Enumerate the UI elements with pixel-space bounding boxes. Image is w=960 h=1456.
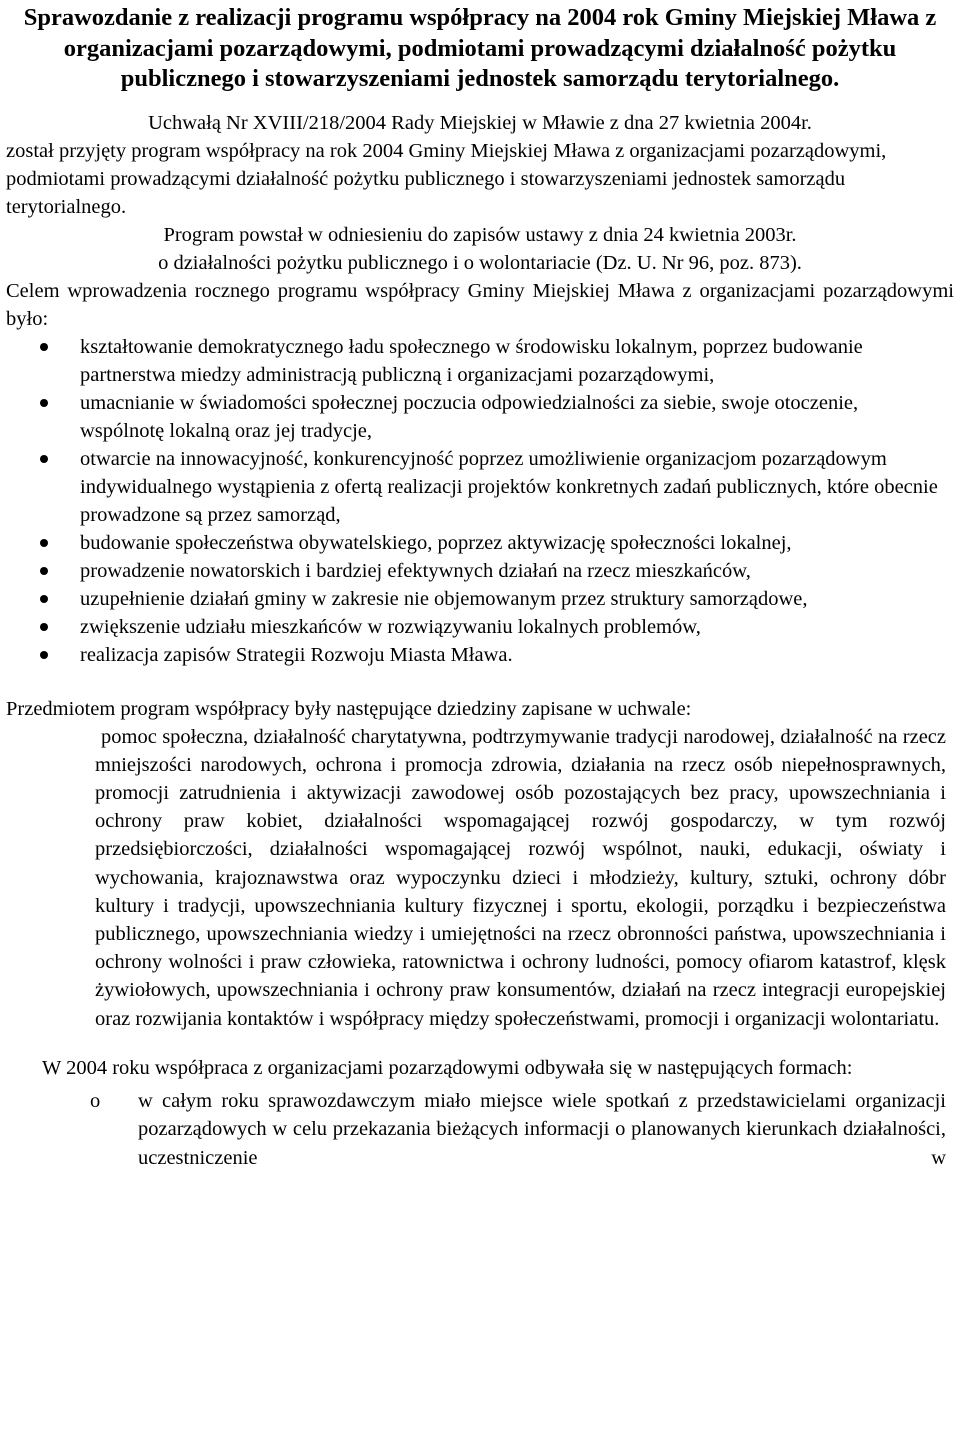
bullet-icon <box>40 343 48 351</box>
program-basis-line-1: Program powstał w odniesieniu do zapisów ustawy z dnia 24 kwietnia 2003r. <box>163 223 797 246</box>
document-title: Sprawozdanie z realizacji programu współpracy na 2004 rok Gminy Miejskiej Mława z organizacjami pozarządowymi, podmiotami prowadzącymi działalność pożytku publicznego i stowarzyszeniami jednostek samorządu terytorialnego. <box>23 4 937 92</box>
bullet-icon <box>40 567 48 575</box>
bullet-icon <box>40 595 48 603</box>
list-item <box>80 557 960 585</box>
list-item <box>80 389 960 445</box>
list-item <box>80 585 960 613</box>
goal-text: uzupełnienie działań gminy w zakresie nie objemowanym przez struktury samorządowe, <box>80 587 808 610</box>
list-item <box>90 1087 946 1173</box>
goals-intro: Celem wprowadzenia rocznego programu współpracy Gminy Miejskiej Mława z organizacjami pozarządowymi było: <box>6 279 954 330</box>
goal-text: prowadzenie nowatorskich i bardziej efektywnych działań na rzecz mieszkańców, <box>80 559 751 582</box>
fields-intro: Przedmiotem program współpracy były następujące dziedziny zapisane w uchwale: <box>6 697 692 720</box>
forms-list <box>0 1087 960 1173</box>
bullet-icon <box>40 399 48 407</box>
intro-paragraph: został przyjęty program współpracy na rok 2004 Gminy Miejskiej Mława z organizacjami pozarządowymi, podmiotami prowadzącymi działalność pożytku publicznego i stowarzyszeniami jednostek samorządu terytorialnego. <box>6 139 887 218</box>
fields-text: pomoc społeczna, działalność charytatywna, podtrzymywanie tradycji narodowej, działalność na rzecz mniejszości narodowych, ochrona i promocja zdrowia, działania na rzecz osób niepełnosprawnych, promocji zatrudnienia i aktywizacji zawodowej osób pozostających bez pracy, upowszechniania i ochrony praw kobiet, działalności wspomagającej rozwój gospodarczy, w tym rozwój przedsiębiorczości, działalności wspomagającej rozwój wspólnot, nauki, edukacji, oświaty i wychowania, krajoznawstwa oraz wypoczynku dzieci i młodzieży, kultury, sztuki, ochrony dóbr kultury i tradycji, upowszechniania kultury fizycznej i sportu, ekologii, porządku i bezpieczeństwa publicznego, upowszechniania wiedzy i umiejętności na rzecz obronności państwa, upowszechniania i ochrony wolności i praw człowieka, ratownictwa i ochrony ludności, pomocy ofiarom katastrof, klęsk żywiołowych, upowszechniania i ochrony praw konsumentów, działań na rzecz integracji europejskiej oraz rozwijania kontaktów i współpracy między społeczeństwami, promocji i organizacji wolontariatu. <box>95 725 946 1030</box>
resolution-line: Uchwałą Nr XVIII/218/2004 Rady Miejskiej w Mławie z dna 27 kwietnia 2004r. <box>148 111 812 134</box>
bullet-icon <box>40 539 48 547</box>
forms-intro-line-1: W 2004 roku współpraca z organizacjami pozarządowymi odbywała się w następujących <box>42 1056 774 1079</box>
list-item <box>80 333 960 389</box>
forms-intro <box>0 1053 960 1083</box>
spacer <box>0 1033 960 1053</box>
goal-text: realizacja zapisów Strategii Rozwoju Miasta Mława. <box>80 643 513 666</box>
circle-bullet-icon: o <box>90 1089 101 1112</box>
bullet-icon <box>40 651 48 659</box>
goal-text: umacnianie w świadomości społecznej poczucia odpowiedzialności za siebie, swoje otoczenie, wspólnotę lokalną oraz jej tradycje, <box>80 391 859 442</box>
form-text: w całym roku sprawozdawczym miało miejsce wiele spotkań z przedstawicielami organizacji pozarządowych w celu przekazania bieżących informacji o planowanych kierunkach działalności, uczestniczenie w <box>138 1089 946 1169</box>
goals-list <box>0 333 960 669</box>
bullet-icon <box>40 623 48 631</box>
goal-text: otwarcie na innowacyjność, konkurencyjność poprzez umożliwienie organizacjom pozarządowym indywidualnego wystąpienia z ofertą realizacji projektów konkretnych zadań publicznych, które obecnie prowadzone są przez samorząd, <box>80 447 938 526</box>
goal-text: kształtowanie demokratycznego ładu społecznego w środowisku lokalnym, poprzez budowanie partnerstwa miedzy administracją publiczną i organizacjami pozarządowymi, <box>80 335 863 386</box>
list-item <box>80 641 960 669</box>
list-item <box>80 529 960 557</box>
bullet-icon <box>40 455 48 463</box>
spacer <box>0 669 960 695</box>
list-item <box>80 613 960 641</box>
fields-paragraph <box>0 723 960 1033</box>
list-item <box>80 445 960 529</box>
goal-text: budowanie społeczeństwa obywatelskiego, poprzez aktywizację społeczności lokalnej, <box>80 531 792 554</box>
goal-text: zwiększenie udziału mieszkańców w rozwiązywaniu lokalnych problemów, <box>80 615 701 638</box>
program-basis-line-2: o działalności pożytku publicznego i o wolontariacie (Dz. U. Nr 96, poz. 873). <box>158 251 802 274</box>
forms-intro-line-2: formach: <box>778 1056 853 1079</box>
